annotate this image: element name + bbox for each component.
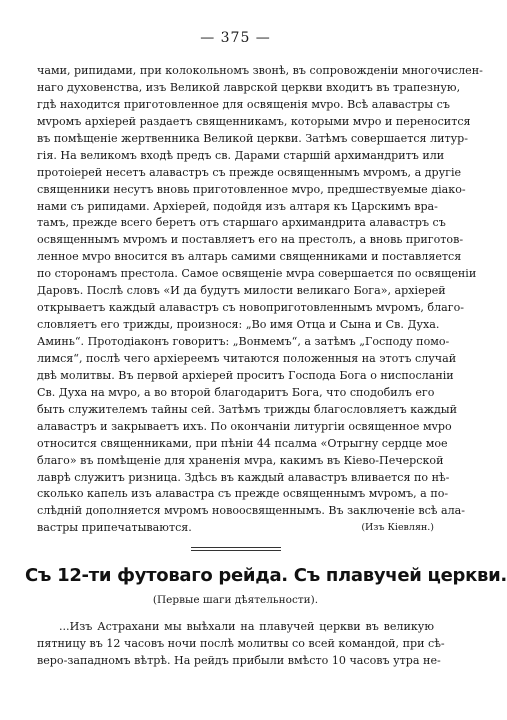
text-line: по сторонамъ престола. Самое освященіе мvра совершается по освященіи	[37, 267, 477, 281]
text-line: Даровъ. Послѣ словъ «И да будутъ милости великаго Бога», архіерей	[37, 284, 446, 298]
text-line: Аминь“. Протодіаконъ говоритъ: „Вонмемъ“, а затѣмъ „Господу помо-	[37, 335, 450, 348]
text-line: относится священниками, при пѣніи 44 псалма «Отрыгну сердце мое	[37, 436, 448, 450]
text-line: быть служителемъ тайны сей. Затѣмъ трижды благословляетъ каждый	[37, 402, 457, 416]
passage-text	[37, 63, 483, 537]
text-line: протоіерей несетъ алавастръ съ прежде освященнымъ мvромъ, а другіе	[37, 165, 462, 179]
page-number: — 375 —	[200, 30, 271, 46]
article-text	[37, 619, 445, 670]
source-attribution: (Изъ Кіевлян.)	[361, 522, 434, 534]
text-line: словляетъ его трижды, произнося: „Во имя Отца и Сына и Св. Духа.	[37, 318, 440, 332]
text-line: веро-западномъ вѣтрѣ. На рейдъ прибыли вмѣсто 10 часовъ утра не-	[37, 654, 441, 668]
article-subtitle: (Первые шаги дѣятельности).	[152, 594, 319, 607]
text-line: нами съ рипидами. Архіерей, подойдя изъ алтаря къ Царскимъ вра-	[37, 199, 438, 213]
text-line: ...Изъ Астрахани мы выѣхали на плавучей церкви въ великую	[59, 620, 434, 634]
article-title: Съ 12-ти футоваго рейда. Съ плавучей церкви.	[25, 565, 507, 587]
text-line: тамъ, прежде всего беретъ отъ старшаго архимандрита алавастръ съ	[37, 216, 446, 230]
text-line: гія. На великомъ входѣ предъ св. Дарами старшій архимандритъ или	[37, 148, 445, 162]
text-line: алавастръ и закрываетъ ихъ. По окончаніи литургіи освященное мvро	[37, 419, 452, 433]
text-line: священники несутъ вновь приготовленное мvро, предшествуемые діако-	[37, 182, 466, 196]
text-line: слѣдній дополняется мvромъ новоосвященнымъ. Въ заключеніе всѣ ала-	[37, 504, 466, 518]
text-line: въ помѣщеніе жертвенника Великой церкви. Затѣмъ совершается литур-	[37, 131, 469, 145]
text-line: ленное мvро вносится въ алтарь самими священниками и поставляется	[37, 250, 462, 264]
text-line: сколько капель изъ алавастра съ прежде освященнымъ мvромъ, а по-	[37, 487, 449, 501]
section-divider	[191, 547, 281, 551]
text-line: гдѣ находится приготовленное для освященія мvро. Всѣ алавастры съ	[37, 97, 450, 111]
text-line-last	[37, 520, 434, 537]
text-line: двѣ молитвы. Въ первой архіерей проситъ Господа Бога о ниспосланіи	[37, 368, 454, 382]
final-line-text: вастры припечатываются.	[37, 521, 192, 535]
text-line: лимся“, послѣ чего архіереемъ читаются положенныя на этотъ случай	[37, 351, 457, 365]
text-line: лаврѣ служитъ ризница. Здѣсь въ каждый алавастръ вливается по нѣ-	[37, 470, 450, 484]
text-line: освященнымъ мvромъ и поставляетъ его на престолъ, а вновь приготов-	[37, 233, 464, 247]
text-line: благо» въ помѣщеніе для храненія мvра, какимъ въ Кіево-Печерской	[37, 453, 444, 467]
text-line: мvромъ архіерей раздаетъ священникамъ, которыми мvро и переносится	[37, 114, 471, 128]
text-line: открываетъ каждый алавастръ съ новоприготовленнымъ мvромъ, благо-	[37, 301, 465, 315]
text-line: наго духовенства, изъ Великой лаврской церкви входитъ въ трапезную,	[37, 80, 461, 94]
text-line: Св. Духа на мvро, а во второй благодаритъ Бога, что сподобилъ его	[37, 385, 435, 399]
text-line: пятницу въ 12 часовъ ночи послѣ молитвы со всей командой, при сѣ-	[37, 637, 445, 651]
text-line: чами, рипидами, при колокольномъ звонѣ, въ сопровожденіи многочислен-	[37, 64, 483, 77]
